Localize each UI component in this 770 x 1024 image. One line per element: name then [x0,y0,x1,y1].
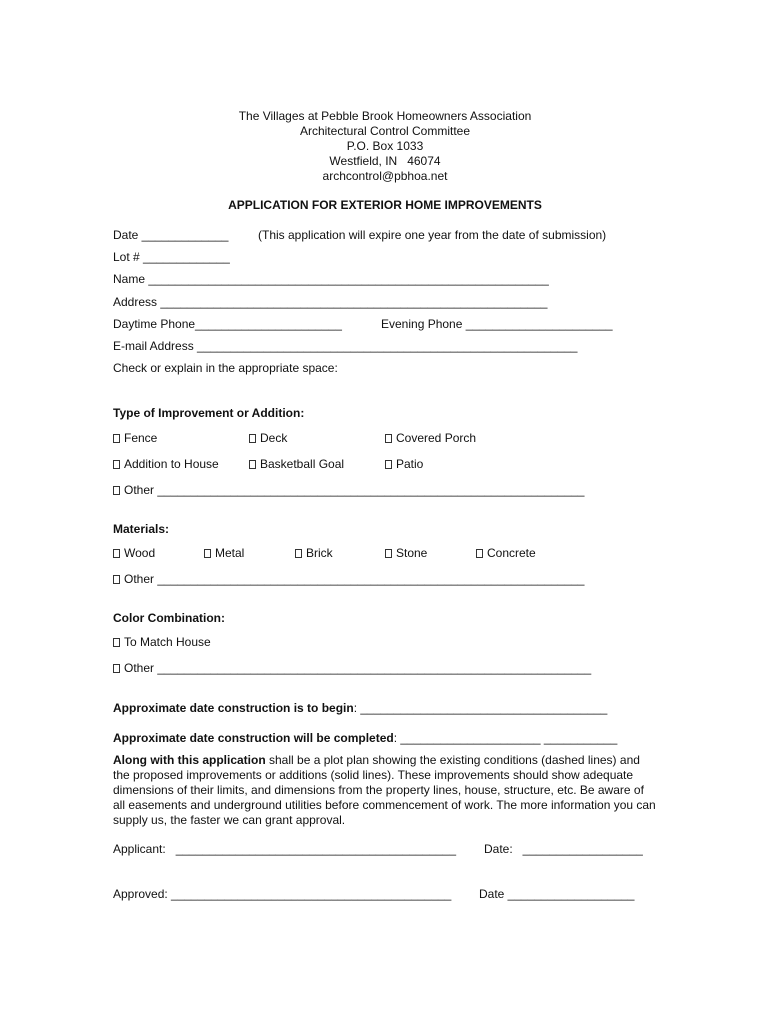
checkbox-wood[interactable] [113,546,155,560]
checkbox-metal[interactable] [204,546,244,560]
construction-begin-field[interactable] [113,701,607,715]
checkbox-basketball-goal[interactable] [249,457,344,471]
improvement-heading: Type of Improvement or Addition: [113,406,305,420]
checkbox-label: Addition to House [124,457,219,471]
checkbox-label: Metal [215,546,245,560]
checkbox-icon [204,549,211,558]
plot-plan-note-body: shall be a plot plan showing the existing conditions (dashed lines) and the proposed improvements or additions (solid lines). These improvements should show adequate dimensions of their limits, and dimensions from the property lines, house, structure, etc. Be aware of all easements and underground utilities before commencement of work. The more information you can supply us, the faster we can grant approval. [113,753,656,827]
checkbox-icon [113,638,120,647]
checkbox-icon [476,549,483,558]
daytime-phone-field[interactable]: Daytime Phone______________________ [113,317,342,331]
po-box: P.O. Box 1033 [346,139,424,153]
checkbox-patio[interactable] [385,457,423,471]
materials-heading: Materials: [113,522,170,536]
checkbox-label: To Match House [124,635,211,649]
email-field[interactable]: E-mail Address _________________________________________________________ [113,339,578,353]
checkbox-icon [113,434,120,443]
construction-complete-label: Approximate date construction will be completed [113,731,394,745]
construction-complete-field[interactable] [113,731,617,745]
checkbox-stone[interactable] [385,546,427,560]
checkbox-addition-to-house[interactable] [113,457,219,471]
checkbox-icon [113,549,120,558]
checkbox-fence[interactable] [113,431,157,445]
form-title: APPLICATION FOR EXTERIOR HOME IMPROVEMENTS [228,198,542,212]
association-name: The Villages at Pebble Brook Homeowners Association [238,109,532,123]
checkbox-covered-porch[interactable] [385,431,476,445]
checkbox-label: Patio [396,457,424,471]
checkbox-icon [385,434,392,443]
applicant-date-field[interactable]: Date: __________________ [484,842,643,856]
approved-signature-field[interactable]: Approved: __________________________________________ [113,887,452,901]
committee-name: Architectural Control Committee [299,124,471,138]
checkbox-icon [113,664,120,673]
contact-email: archcontrol@pbhoa.net [322,169,448,183]
checkbox-label: Covered Porch [396,431,477,445]
checkbox-label: Deck [260,431,288,445]
checkbox-label: Wood [124,546,156,560]
applicant-signature-field[interactable]: Applicant: __________________________________________ [113,842,457,856]
checkbox-materials-other[interactable] [113,572,584,586]
checkbox-to-match-house[interactable] [113,635,211,649]
date-field[interactable]: Date _____________ [113,228,229,242]
checkbox-color-other[interactable] [113,661,591,675]
plot-plan-note-lead: Along with this application [113,753,266,767]
checkbox-label: Basketball Goal [260,457,345,471]
construction-begin-label: Approximate date construction is to begin [113,701,354,715]
color-heading: Color Combination: [113,611,225,625]
lot-field[interactable]: Lot # _____________ [113,250,230,264]
other-field[interactable]: Other ________________________________________________________________ [124,483,585,497]
checkbox-icon [295,549,302,558]
checkbox-icon [249,434,256,443]
name-field[interactable]: Name ____________________________________________________________ [113,272,549,286]
checkbox-label: Concrete [487,546,536,560]
checkbox-label: Fence [124,431,158,445]
plot-plan-note [113,753,658,828]
expire-note: (This application will expire one year from the date of submission) [258,228,607,242]
approved-date-field[interactable]: Date ___________________ [479,887,635,901]
checkbox-concrete[interactable] [476,546,536,560]
evening-phone-field[interactable]: Evening Phone ______________________ [381,317,613,331]
checkbox-deck[interactable] [249,431,287,445]
checkbox-icon [385,549,392,558]
address-field[interactable]: Address __________________________________________________________ [113,295,548,309]
checkbox-label: Brick [306,546,333,560]
checkbox-improvement-other[interactable] [113,483,584,497]
checkbox-brick[interactable] [295,546,333,560]
checkbox-icon [249,460,256,469]
other-field[interactable]: Other ________________________________________________________________ [124,572,585,586]
checkbox-label: Stone [396,546,428,560]
city-state-zip: Westfield, IN 46074 [329,154,441,168]
checkbox-icon [113,486,120,495]
checkbox-icon [113,575,120,584]
checkbox-icon [385,460,392,469]
checkbox-icon [113,460,120,469]
check-explain-label: Check or explain in the appropriate space: [113,361,338,375]
construction-begin-line[interactable]: : _____________________________________ [353,701,608,715]
other-field[interactable]: Other _________________________________________________________________ [124,661,592,675]
construction-complete-line[interactable]: : _____________________ ___________ [393,731,618,745]
